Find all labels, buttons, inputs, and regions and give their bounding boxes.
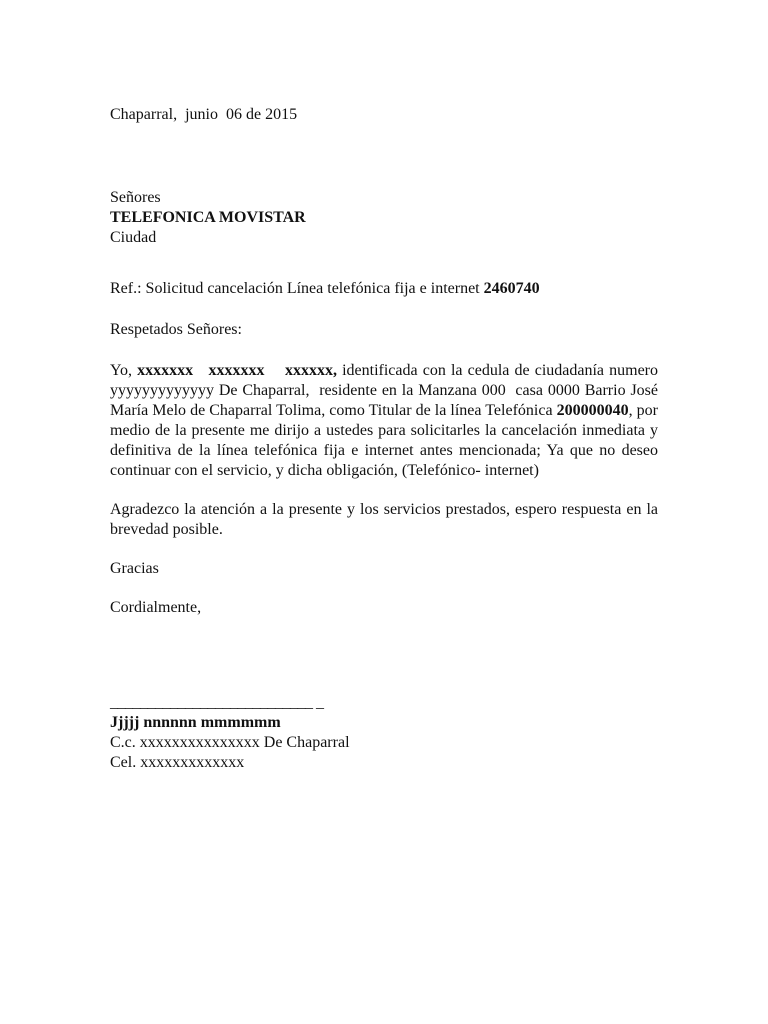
body-paragraph-2: Agradezco la atención a la presente y los servicios prestados, espero respuesta en la brevedad posible. bbox=[110, 501, 658, 538]
signer-phone: Cel. xxxxxxxxxxxxx bbox=[110, 754, 245, 771]
reference-label: Ref.: Solicitud cancelación Línea telefónica fija e internet bbox=[110, 280, 484, 297]
body-paragraph-1 bbox=[110, 361, 663, 481]
paragraph-intro: Yo, bbox=[110, 362, 138, 379]
thanks-line: Gracias bbox=[110, 560, 159, 577]
signer-id: C.c. xxxxxxxxxxxxxxx De Chaparral bbox=[110, 734, 350, 751]
reference-number: 2460740 bbox=[483, 280, 540, 297]
recipient-block bbox=[110, 188, 658, 248]
signer-name: Jjjjj nnnnnn mmmmmm bbox=[110, 714, 281, 731]
closing-line: Cordialmente, bbox=[110, 599, 202, 616]
paragraph-text-b: , por medio de la presente me dirijo a ustedes para solicitarles la cancelación inmediata y definitiva de la línea telefónica fija e internet antes mencionada; Ya que no deseo continuar con el servicio, y dicha obligación, (Telefónico- internet) bbox=[110, 402, 658, 479]
paragraph-text-a: identificada con la cedula de ciudadanía numero yyyyyyyyyyyyy De Chaparral, residente en la Manzana 000 casa 0000 Barrio José María Melo de Chaparral Tolima, como Titular de la línea Telefónica bbox=[110, 362, 663, 419]
sender-name-placeholder: xxxxxxx xxxxxxx xxxxxx, bbox=[137, 362, 337, 379]
letter-date: Chaparral, junio 06 de 2015 bbox=[110, 106, 298, 123]
recipient-salutation-title: Señores bbox=[110, 189, 161, 206]
recipient-company: TELEFONICA MOVISTAR bbox=[110, 209, 306, 226]
line-number: 200000040 bbox=[556, 402, 629, 419]
signature-block bbox=[110, 693, 658, 773]
recipient-city: Ciudad bbox=[110, 229, 157, 246]
greeting: Respetados Señores: bbox=[110, 321, 242, 338]
letter-body bbox=[110, 105, 663, 773]
signature-line: ___________________________ _ bbox=[110, 694, 324, 711]
reference-line bbox=[110, 279, 658, 299]
